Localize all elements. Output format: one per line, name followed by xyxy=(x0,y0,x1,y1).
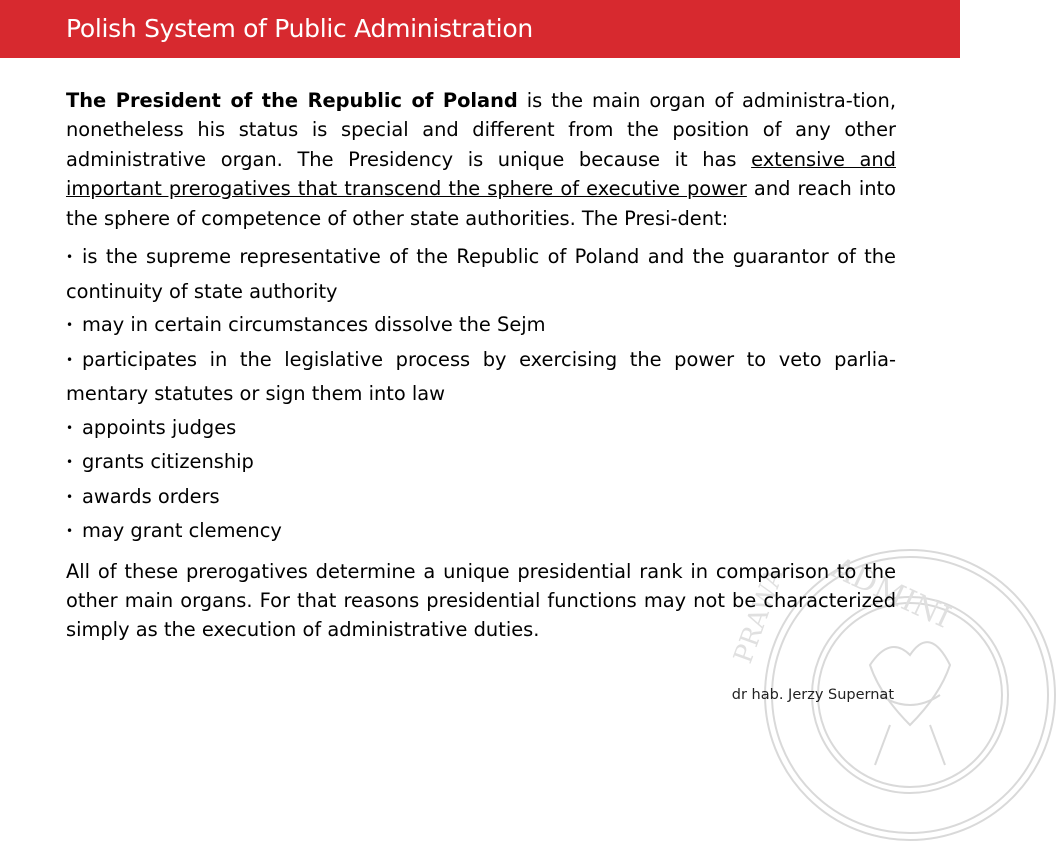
bullet-icon: • xyxy=(66,524,74,539)
bullet-icon: • xyxy=(66,318,74,333)
intro-part1: is the main organ of administra-tion, nonetheless his status is special and different from the position of any other administrative organ. The Presidency is unique because it has xyxy=(66,89,897,171)
list-item: • appoints judges xyxy=(66,411,896,446)
page-title: Polish System of Public Administration xyxy=(66,14,533,43)
bullet-icon: • xyxy=(66,250,74,265)
list-item: • awards orders xyxy=(66,480,896,515)
prerogatives-list xyxy=(66,240,896,549)
footer-author: dr hab. Jerzy Supernat xyxy=(731,687,894,703)
main-content xyxy=(66,86,896,645)
intro-part2: and reach into the sphere of competence of other state authorities. The Presi-dent: xyxy=(66,177,896,230)
bullet-icon: • xyxy=(66,352,74,367)
intro-bold-lead: The President of the Republic of Poland xyxy=(66,89,518,112)
header-bar xyxy=(0,0,960,58)
list-item: • grants citizenship xyxy=(66,445,896,480)
bullet-icon: • xyxy=(66,489,74,504)
bullet-icon: • xyxy=(66,420,74,435)
list-item: • may grant clemency xyxy=(66,514,896,549)
list-item: • may in certain circumstances dissolve the Sejm xyxy=(66,308,896,343)
intro-paragraph xyxy=(66,86,896,233)
intro-underlined: extensive and important prerogatives that transcend the sphere of executive power xyxy=(66,147,896,201)
seal-text-admini: ADMINI xyxy=(826,550,956,636)
bullet-icon: • xyxy=(66,455,74,470)
list-item: • participates in the legislative process by exercising the power to veto parlia-mentary statutes or sign them into law xyxy=(66,343,896,411)
seal-text-prawa: PRAWA xyxy=(728,564,791,668)
list-item: • is the supreme representative of the Republic of Poland and the guarantor of the continuity of state authority xyxy=(66,240,896,308)
closing-paragraph: All of these prerogatives determine a unique presidential rank in comparison to the other main organs. For that reasons presidential functions may not be characterized simply as the execution of administrative duties. xyxy=(66,559,896,642)
